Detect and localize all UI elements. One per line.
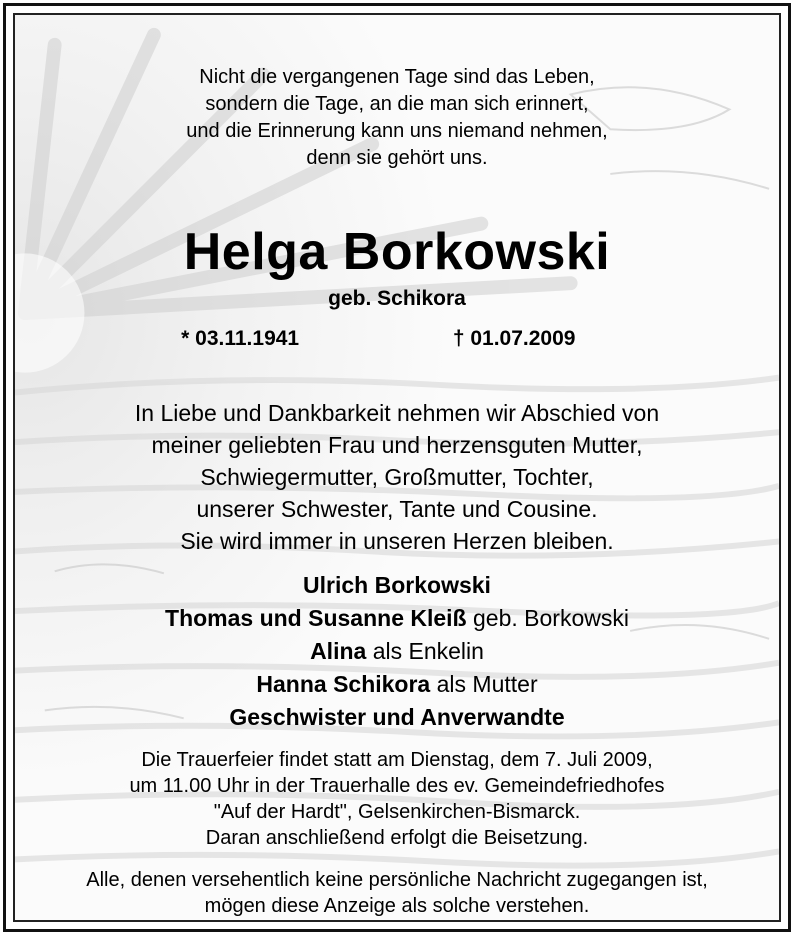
closing-line: mögen diese Anzeige als solche verstehen.: [204, 895, 590, 917]
quote-line: denn sie gehört uns.: [306, 147, 488, 169]
funeral-info-line: Die Trauerfeier findet statt am Dienstag, dem 7. Juli 2009,: [141, 749, 653, 771]
mourner-line: [15, 569, 779, 601]
mourner-name: Alina: [310, 638, 367, 664]
message-line: meiner geliebten Frau und herzensguten Mutter,: [151, 432, 643, 458]
quote-line: und die Erinnerung kann uns niemand nehmen,: [186, 120, 608, 142]
birth-name: geb. Schikora: [328, 287, 466, 310]
message-line: unserer Schwester, Tante und Cousine.: [196, 496, 598, 522]
obituary-inner-border: [13, 13, 781, 922]
mourner-name: Ulrich Borkowski: [303, 572, 491, 598]
mourner-name: Hanna Schikora: [256, 671, 431, 697]
obituary-content: [15, 15, 779, 920]
mourner-relation: als Enkelin: [372, 638, 484, 664]
mourner-name: Geschwister und Anverwandte: [229, 704, 565, 730]
mourner-line: [15, 635, 779, 667]
message-line: Schwiegermutter, Großmutter, Tochter,: [200, 464, 594, 490]
message-line: In Liebe und Dankbarkeit nehmen wir Abschied von: [134, 400, 660, 426]
funeral-info-line: "Auf der Hardt", Gelsenkirchen-Bismarck.: [213, 801, 581, 823]
obituary-frame: [3, 3, 791, 932]
mourner-name: Thomas und Susanne Kleiß: [165, 605, 467, 631]
funeral-info-line: um 11.00 Uhr in der Trauerhalle des ev. Gemeindefriedhofes: [129, 775, 665, 797]
life-dates: [15, 327, 779, 351]
quote-line: sondern die Tage, an die man sich erinnert,: [205, 93, 589, 115]
mourner-line: [15, 602, 779, 634]
quote-line: Nicht die vergangenen Tage sind das Leben,: [199, 66, 595, 88]
mourner-relation: geb. Borkowski: [473, 605, 629, 631]
message-line: Sie wird immer in unseren Herzen bleiben.: [180, 528, 614, 554]
mourner-relation: als Mutter: [436, 671, 538, 697]
death-date: † 01.07.2009: [452, 327, 576, 350]
deceased-name: Helga Borkowski: [183, 223, 611, 281]
closing-line: Alle, denen versehentlich keine persönliche Nachricht zugegangen ist,: [86, 869, 708, 891]
birth-date: * 03.11.1941: [181, 327, 300, 350]
mourner-line: [15, 701, 779, 733]
funeral-info-line: Daran anschließend erfolgt die Beisetzung.: [205, 827, 589, 849]
mourner-line: [15, 668, 779, 700]
